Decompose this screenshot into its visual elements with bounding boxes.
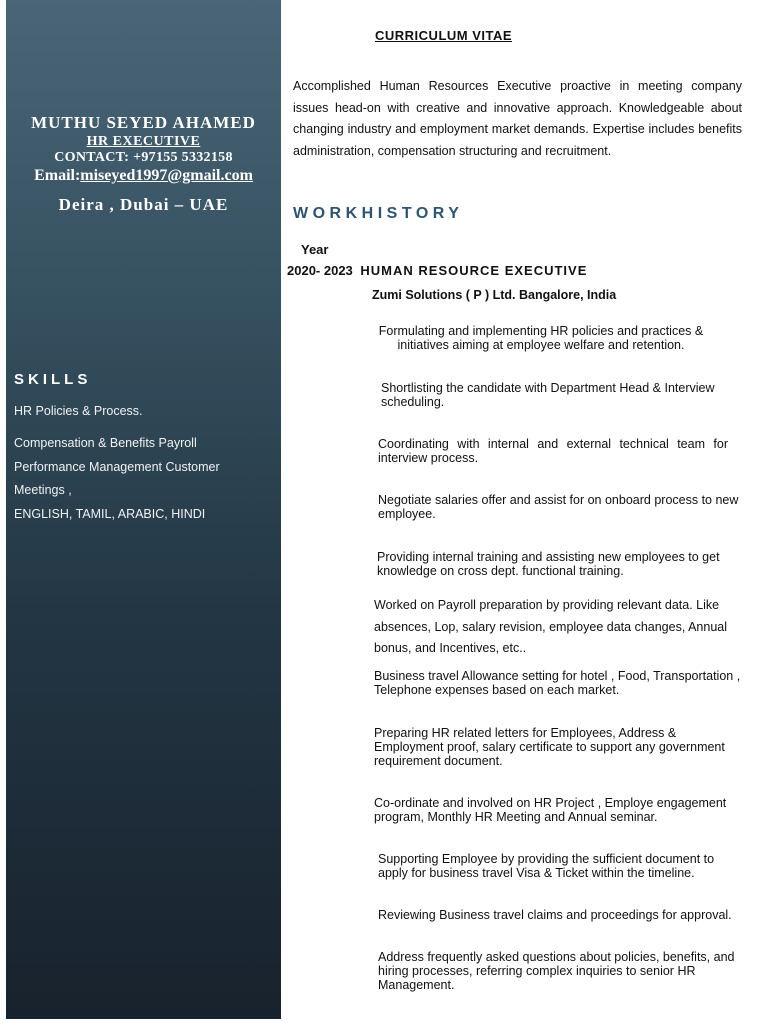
year-label: Year xyxy=(301,242,329,257)
email-line xyxy=(6,167,281,185)
candidate-name: MUTHU SEYED AHAMED xyxy=(31,113,256,132)
duty-item: Reviewing Business travel claims and proceedings for approval. xyxy=(378,908,732,922)
contact-line xyxy=(6,150,281,166)
duty-item: Preparing HR related letters for Employees, Address & Employment proof, salary certificate to support any government requirement document. xyxy=(374,726,725,768)
duty-item: Business travel Allowance setting for hotel , Food, Transportation , Telephone expenses based on each market. xyxy=(374,669,741,697)
duty-item: Address frequently asked questions about policies, benefits, and hiring processes, referring complex inquiries to senior HR Management. xyxy=(378,950,735,992)
candidate-title: HR EXECUTIVE xyxy=(86,134,201,149)
duty-item: Negotiate salaries offer and assist for on onboard process to new employee. xyxy=(378,493,739,521)
skills-heading: SKILLS xyxy=(14,371,92,388)
contact-phone: +97155 5332158 xyxy=(133,150,233,165)
duty-item: Supporting Employee by providing the sufficient document to apply for business travel Visa & Ticket within the timeline. xyxy=(378,852,715,880)
duty-item: Co-ordinate and involved on HR Project , Employe engagement program, Monthly HR Meeting and Annual seminar. xyxy=(374,796,727,824)
sidebar xyxy=(6,0,281,1019)
duty-item: Coordinating with internal and external technical team for interview process. xyxy=(378,437,728,465)
duty-item: Shortlisting the candidate with Department Head & Interview scheduling. xyxy=(381,381,715,409)
job-header xyxy=(287,263,587,278)
professional-summary: Accomplished Human Resources Executive proactive in meeting company issues head-on with creative and innovative approach. Knowledgeable about changing industry and employment market demands. Expertise includes benefits administration, compensation structuring and recruitment. xyxy=(293,79,742,158)
skill-item: Compensation & Benefits Payroll xyxy=(14,436,197,450)
job-company: Zumi Solutions ( P ) Ltd. Bangalore, India xyxy=(372,288,617,302)
skill-item: HR Policies & Process. xyxy=(14,404,143,418)
skill-item: Performance Management Customer xyxy=(14,460,220,474)
duty-item: Formulating and implementing HR policies and practices & initiatives aiming at employee welfare and retention. xyxy=(378,324,704,352)
email-link[interactable]: miseyed1997@gmail.com xyxy=(80,167,253,184)
email-label: Email: xyxy=(34,167,81,184)
skill-item: Meetings , xyxy=(14,483,72,497)
job-period: 2020- 2023 xyxy=(287,263,353,278)
duty-item: Worked on Payroll preparation by providing relevant data. Like absences, Lop, salary revision, employee data changes, Annual bonus, and Incentives, etc.. xyxy=(374,598,728,655)
duty-item: Providing internal training and assisting new employees to get knowledge on cross dept. functional training. xyxy=(377,550,720,578)
job-role: HUMAN RESOURCE EXECUTIVE xyxy=(360,263,588,278)
location: Deira , Dubai – UAE xyxy=(58,195,229,214)
contact-label: CONTACT: xyxy=(54,150,130,165)
work-history-heading: WORKHISTORY xyxy=(293,205,464,222)
skill-item: ENGLISH, TAMIL, ARABIC, HINDI xyxy=(14,507,206,521)
document-heading: CURRICULUM VITAE xyxy=(375,28,513,43)
